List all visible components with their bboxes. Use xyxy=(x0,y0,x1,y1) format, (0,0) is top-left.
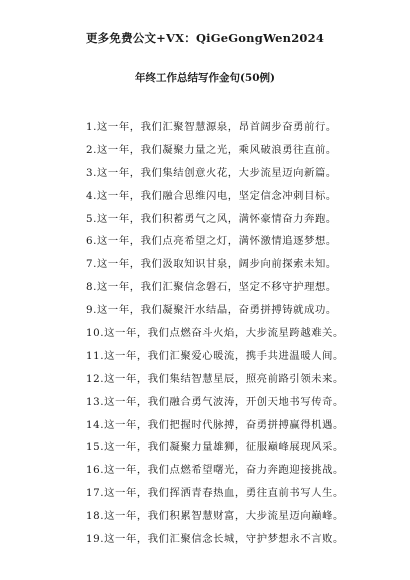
list-item: 18.这一年，我们积累智慧财富，大步流星迈向巅峰。 xyxy=(86,510,344,523)
list-item: 9.这一年，我们凝聚汗水结晶，奋勇拼搏铸就成功。 xyxy=(86,304,337,317)
sentence-list xyxy=(86,120,386,555)
list-item: 5.这一年，我们积蓄勇气之风，满怀豪情奋力奔跑。 xyxy=(86,212,337,225)
list-item: 2.这一年，我们凝聚力量之光，乘风破浪勇往直前。 xyxy=(86,143,337,156)
promo-banner: 更多免费公文+VX：QiGeGongWen2024 xyxy=(85,31,325,45)
list-item: 14.这一年，我们把握时代脉搏，奋勇拼搏赢得机遇。 xyxy=(86,418,344,431)
list-item: 10.这一年，我们点燃奋斗火焰，大步流星跨越难关。 xyxy=(86,327,344,340)
list-item: 12.这一年，我们集结智慧星辰，照亮前路引领未来。 xyxy=(86,372,344,385)
list-item: 19.这一年，我们汇聚信念长城，守护梦想永不言败。 xyxy=(86,533,344,546)
page-title: 年终工作总结写作金句(50例) xyxy=(134,72,276,84)
list-item: 15.这一年，我们凝聚力量雄狮，征服巅峰展现风采。 xyxy=(86,441,344,454)
list-item: 3.这一年，我们集结创意火花，大步流星迈向新篇。 xyxy=(86,166,337,179)
list-item: 17.这一年，我们挥洒青春热血，勇往直前书写人生。 xyxy=(86,487,344,500)
list-item: 4.这一年，我们融合思维闪电，坚定信念冲刺目标。 xyxy=(86,189,337,202)
list-item: 1.这一年，我们汇聚智慧源泉，昂首阔步奋勇前行。 xyxy=(86,121,337,133)
list-item: 16.这一年，我们点燃希望曙光，奋力奔跑迎接挑战。 xyxy=(86,464,344,477)
list-item: 8.这一年，我们汇聚信念磐石，坚定不移守护理想。 xyxy=(86,281,337,294)
list-item: 7.这一年，我们汲取知识甘泉，阔步向前探索未知。 xyxy=(86,258,337,271)
list-item: 6.这一年，我们点亮希望之灯，满怀激情追逐梦想。 xyxy=(86,235,337,248)
list-item: 11.这一年，我们汇聚爱心暖流，携手共进温暖人间。 xyxy=(86,349,344,362)
list-item: 13.这一年，我们融合勇气波涛，开创天地书写传奇。 xyxy=(86,395,344,408)
